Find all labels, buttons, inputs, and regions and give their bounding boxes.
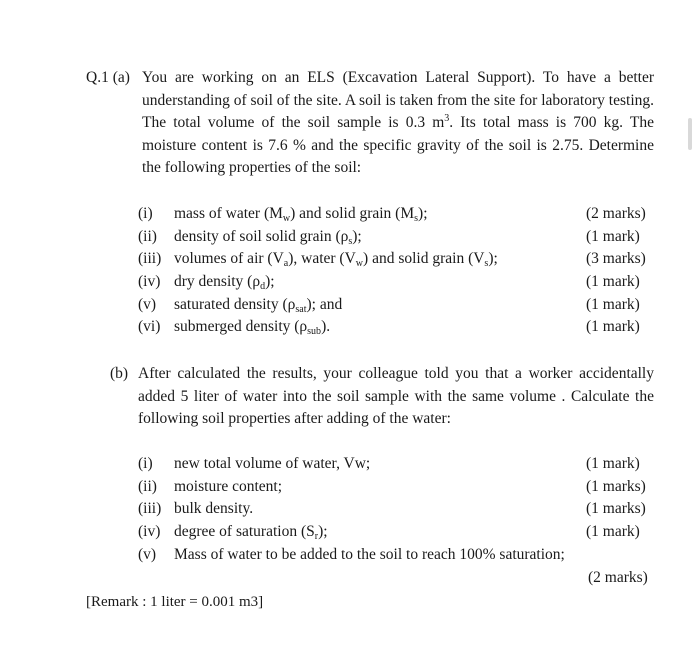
item-number: (vi) [138, 318, 161, 335]
item-marks: (1 marks) [586, 478, 646, 495]
question-number: Q.1 (a) [86, 69, 130, 86]
part-a-item-vi [0, 316, 700, 338]
item-marks: (1 mark) [586, 523, 640, 540]
item-number: (ii) [138, 478, 157, 495]
part-a-line-3: testing. The total volume of the soil sample is 0.3 $m^3$. Its total mass is 700 kg. [142, 91, 655, 131]
item-text: dry density $(\rho_d)$; [174, 273, 275, 292]
part-b-item-ii [0, 476, 700, 498]
item-marks: (1 mark) [586, 455, 640, 472]
item-number: (iii) [138, 500, 162, 517]
item-marks: (2 marks) [588, 569, 648, 586]
item-marks: (1 marks) [586, 500, 646, 517]
item-marks: (1 mark) [586, 318, 640, 335]
part-a-line-5: Determine the following properties of the soil: [142, 136, 654, 176]
part-a-line-4: The moisture content is 7.6 % and the specific gravity of the soil is 2.75. [142, 114, 654, 154]
item-marks: (1 mark) [586, 296, 640, 313]
part-b-label: (b) [110, 365, 129, 382]
item-number: (iv) [138, 273, 161, 290]
part-b-line-2: added 5 liter of water into the soil sample with the same volume . Calculate the [138, 387, 654, 405]
part-a-item-iii [0, 248, 700, 270]
item-text: saturated density $(\rho_{sat})$; and [174, 296, 343, 315]
remark-note: [Remark : 1 liter = 0.001 m3] [86, 594, 264, 610]
item-text: Mass of water to be added to the soil to reach 100% saturation; [174, 546, 565, 563]
part-b-item-iv [0, 521, 700, 543]
scrollbar-edge [688, 118, 692, 150]
item-text: mass of water $(M_w)$ and solid grain $(M_s)$; [174, 205, 428, 224]
item-text: degree of saturation $(S_r)$; [174, 523, 328, 542]
part-a-item-i [0, 203, 700, 225]
part-b-item-v-marks-row [0, 567, 700, 589]
item-text: volumes of air $(V_a)$, water $(V_w)$ and solid grain $(V_s)$; [174, 250, 498, 269]
part-b-item-iii [0, 498, 700, 520]
part-a-item-iv [0, 271, 700, 293]
part-a-item-ii [0, 226, 700, 248]
item-number: (ii) [138, 228, 157, 245]
item-text: submerged density $(\rho_{sub})$. [174, 318, 331, 337]
part-b-item-v [0, 544, 700, 566]
item-text: new total volume of water, Vw; [174, 455, 371, 472]
item-marks: (3 marks) [586, 250, 646, 267]
item-number: (i) [138, 205, 153, 222]
part-b-intro [138, 363, 654, 431]
item-marks: (1 mark) [586, 273, 640, 290]
item-number: (v) [138, 296, 157, 313]
item-number: (v) [138, 546, 157, 563]
part-a-item-v [0, 294, 700, 316]
item-number: (iii) [138, 250, 162, 267]
item-number: (i) [138, 455, 153, 472]
item-number: (iv) [138, 523, 161, 540]
part-b-line-1: After calculated the results, your colleague told you that a worker accidentally [138, 365, 654, 382]
item-marks: (1 mark) [586, 228, 640, 245]
part-a-intro [142, 67, 654, 180]
item-text: density of soil solid grain $(\rho_s)$; [174, 228, 362, 247]
part-a-line-1: You are working on an ELS (Excavation Lateral Support). To have a better [142, 69, 654, 86]
item-marks: (2 marks) [586, 205, 646, 222]
part-b-item-i [0, 453, 700, 475]
part-a-line-2: understanding of soil of the site. A soil is taken from the site for laboratory [142, 91, 605, 109]
part-b-line-3: following soil properties after adding of the water: [138, 410, 451, 427]
item-text: bulk density. [174, 500, 254, 517]
item-text: moisture content; [174, 478, 283, 495]
